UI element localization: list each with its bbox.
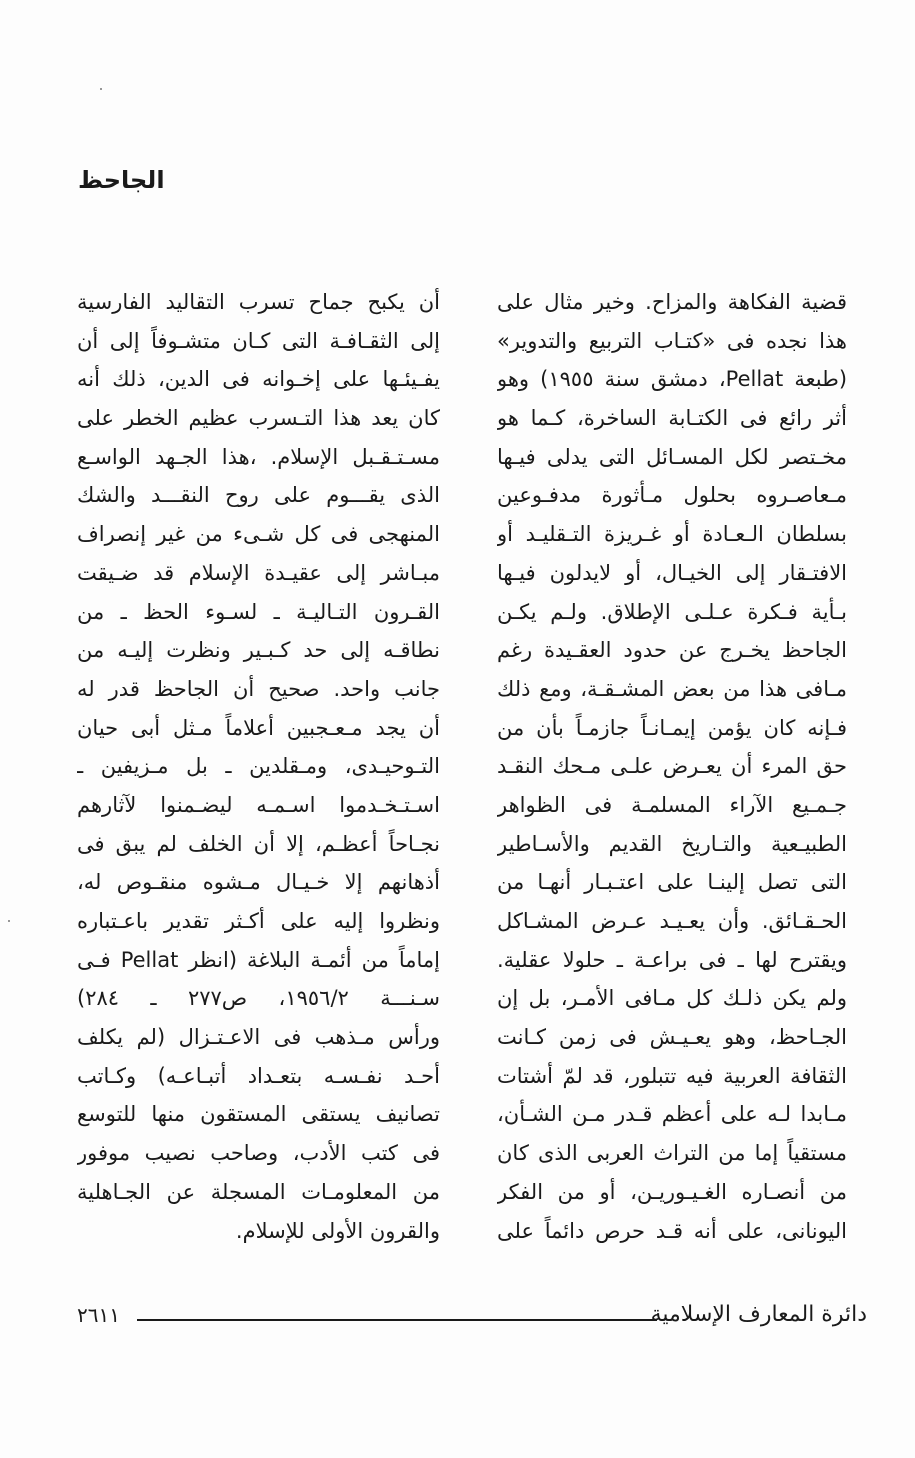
text-line: سـنـــة ١٩٥٦/٢، ص٢٧٧ ـ ٢٨٤)	[77, 986, 440, 1011]
text-line: كان يعد هذا التـسرب عظيم الخطر على	[77, 406, 440, 431]
text-line: التـوحيـدى، ومـقلدين ـ بل مـزيفين ـ	[77, 754, 440, 779]
text-line: من المعلومـات المسجلة عن الجـاهلية	[77, 1179, 440, 1204]
text-line: يفـيئـها على إخـوانه فى الدين، ذلك أنه	[77, 367, 440, 392]
text-line: اليونانى، على أنه قـد حرص دائماً على	[497, 1218, 847, 1243]
page-number: ٢٦١١	[77, 1303, 120, 1327]
text-line: الذى يقـــوم على روح النقـــد والشك	[77, 483, 440, 508]
text-line: إلى الثقـافـة التى كـان متشـوفاً إلى أن	[77, 328, 440, 353]
text-line: من أنصـاره الغـيـوريـن، أو من الفكر	[497, 1179, 847, 1204]
text-line: حق المرء أن يعـرض علـى مـحك النقـد	[497, 754, 847, 779]
text-line: ولم يكن ذلـك كل مـافى الأمـر، بل إن	[497, 986, 847, 1011]
text-line: اسـتـخـدموا اسـمـه ليضـمنوا لآثارهم	[77, 792, 440, 817]
scan-speck	[100, 88, 102, 90]
text-line: ونظروا إليه على أكـثر تقدير باعـتباره	[77, 909, 440, 933]
text-line: الحـقـائق. وأن يعـيـد عـرض المشـاكل	[497, 909, 847, 933]
text-column-left	[77, 283, 440, 1250]
text-line: أثر رائع فى الكتـابة الساخرة، كـما هو	[497, 406, 847, 431]
text-line: مـعاصـروه بحلول مـأثورة مدفـوعين	[497, 483, 847, 508]
text-line: الجاحظ يخـرج عن حدود العقـيدة رغم	[497, 638, 847, 663]
text-line: قضية الفكاهة والمزاح. وخير مثال على	[497, 290, 847, 314]
text-line: (طبعة Pellat، دمشق سنة ١٩٥٥) وهو	[497, 367, 847, 392]
text-line: أن يجد مـعـجبين أعلاماً مـثل أبى حيان	[77, 715, 440, 740]
text-line: أحـد نفـسـه بتعـداد أتبـاعـه) وكـاتب	[77, 1063, 440, 1088]
text-line: والقرون الأولى للإسلام.	[235, 1218, 440, 1243]
text-line: فى كتب الأدب، وصاحب نصيب موفور	[77, 1141, 440, 1166]
text-line: نجـاحاً أعظـم، إلا أن الخلف لم يبق فى	[77, 831, 440, 856]
text-line: بـأية فـكرة عـلـى الإطلاق. ولـم يكـن	[497, 599, 847, 624]
text-line: جـمـيع الآراء المسلمـة فى الظواهر	[497, 792, 847, 817]
text-line: مخـتصر لكل المسـائل التى يدلى فيـها	[497, 444, 847, 469]
text-line: مـابدا لـه على أعظم قـدر مـن الشـأن،	[497, 1102, 847, 1127]
text-line: هذا نجده فى «كتـاب التربيع والتدوير»	[497, 328, 847, 353]
scan-speck	[8, 920, 10, 922]
page-footer	[77, 1295, 867, 1335]
text-line: أذهانهم إلا خـيـال مـشوه منقـوص له،	[77, 870, 440, 895]
footer-title: دائرة المعارف الإسلامية	[650, 1302, 867, 1327]
text-column-right	[497, 283, 847, 1250]
text-line: مستقياً إما من التراث العربى الذى كان	[497, 1141, 847, 1166]
text-line: القـرون التـاليـة ـ لسـوء الحظ ـ من	[77, 599, 440, 624]
text-line: مسـتـقـبل الإسلام. ،هذا الجـهد الواسـع	[77, 444, 440, 469]
text-line: أن يكبح جماح تسرب التقاليد الفارسية	[77, 290, 440, 314]
text-line: الثقافة العربية فيه تتبلور، قد لمّ أشتات	[497, 1063, 847, 1088]
text-line: الافتـقار إلى الخيـال، أو لايدلون فيـها	[497, 560, 847, 585]
text-line: ويقترح لها ـ فى براعـة ـ حلولا عقلية.	[497, 947, 847, 972]
text-line: بسلطان الـعـادة أو غـريزة التـقليـد أو	[497, 522, 847, 547]
text-line: التى تصل إلينـا على اعتـبـار أنهـا من	[497, 870, 847, 895]
text-line: الطبيـعية والتـاريخ القديم والأسـاطير	[497, 831, 847, 856]
text-line: المنهجى فى كل شـىء من غير إنصراف	[77, 522, 440, 547]
running-head: الجاحظ	[78, 166, 165, 194]
text-line: جانب واحد. صحيح أن الجاحظ قدر له	[77, 676, 440, 701]
text-line: ورأس مـذهب فى الاعـتـزال (لم يكلف	[77, 1025, 440, 1050]
text-line: نطاقـه إلى حد كـبـير ونظرت إليـه من	[77, 638, 440, 663]
text-line: مبـاشر إلى عقيـدة الإسلام قد ضـيقت	[77, 560, 440, 585]
footer-rule	[137, 1319, 657, 1321]
text-line: تصانيف يستقى المستقون منها للتوسع	[77, 1102, 440, 1127]
text-line: الجـاحظ، وهو يعـيـش فى زمن كـانت	[497, 1025, 847, 1050]
text-line: فـإنه كان يؤمن إيمـانـاً جازمـاً بأن من	[497, 715, 847, 740]
text-line: إماماً من أئمـة البلاغة (انظر Pellat فـى	[77, 947, 440, 972]
text-line: مـافى هذا من بعض المشـقـة، ومع ذلك	[497, 676, 847, 701]
